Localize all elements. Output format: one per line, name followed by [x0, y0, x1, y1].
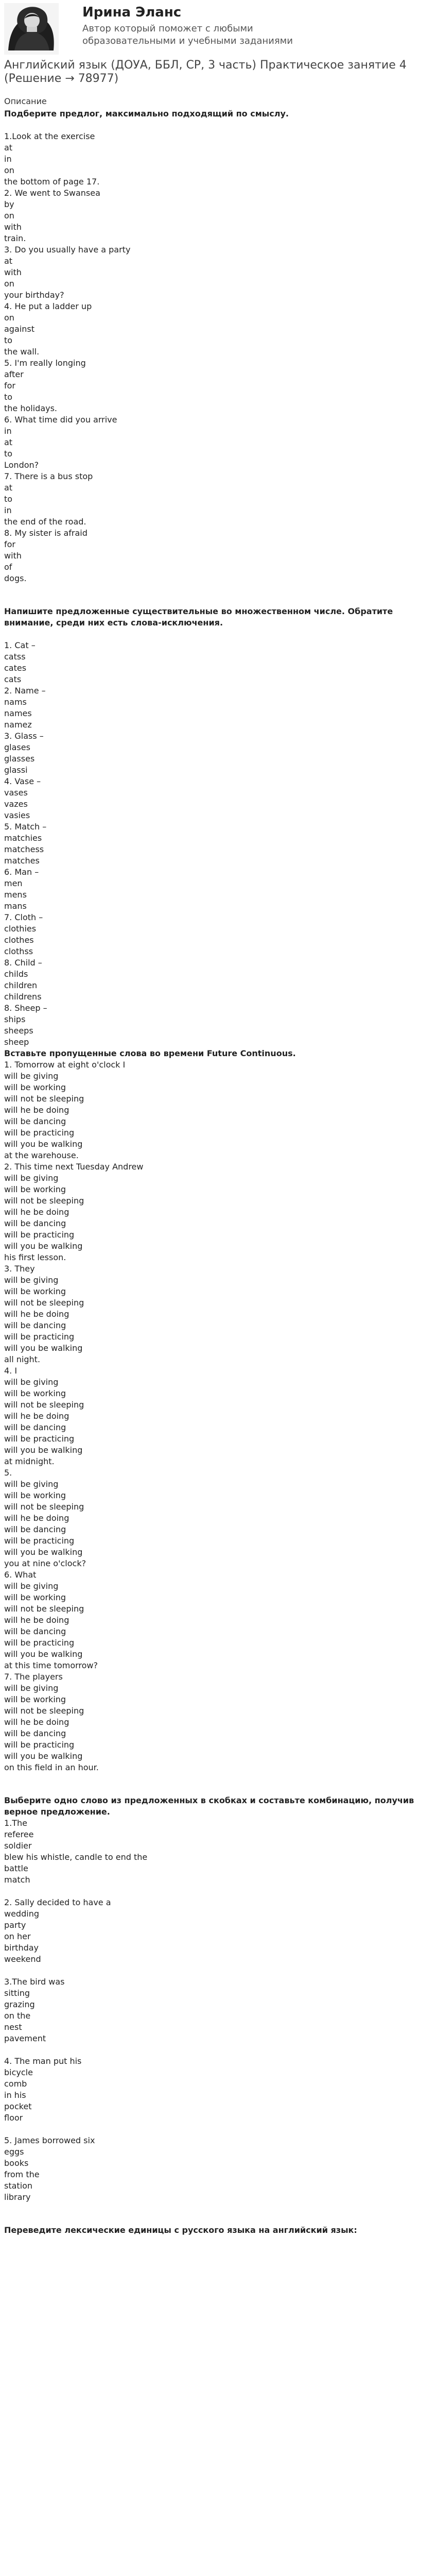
text-line: will he be doing [4, 1615, 69, 1625]
text-line: will be working [4, 1490, 66, 1500]
text-line: 2. Sally decided to have a [4, 1897, 111, 1907]
text-line: will you be walking [4, 1649, 83, 1659]
text-line: childs [4, 969, 28, 979]
text-line: will be giving [4, 1683, 59, 1693]
text-line: will be dancing [4, 1626, 66, 1636]
text-line: party [4, 1920, 26, 1930]
text-line: 1.The [4, 1818, 28, 1828]
spacer [4, 1886, 431, 1897]
text-line: at [4, 256, 13, 266]
text-line: will he be doing [4, 1207, 69, 1217]
text-line: grazing [4, 1999, 35, 2009]
text-line: at [4, 437, 13, 447]
spacer [4, 1773, 431, 1795]
text-line: to [4, 449, 13, 459]
text-line: from the [4, 2170, 40, 2179]
text-line: blew his whistle, candle to end the [4, 1852, 148, 1862]
text-line: to [4, 392, 13, 402]
text-line: in [4, 426, 12, 436]
text-line: 3.The bird was [4, 1977, 65, 1987]
text-line: will not be sleeping [4, 1094, 84, 1104]
text-line: train. [4, 233, 26, 243]
text-line: mans [4, 901, 27, 911]
document-title: Английский язык (ДОУА, ББЛ, СР, 3 часть) Практическое занятие 4 (Решение → 78977) [4, 59, 407, 85]
text-line: ships [4, 1014, 26, 1024]
text-line: catss [4, 652, 26, 662]
text-line: 5. Match – [4, 822, 47, 832]
text-line: will he be doing [4, 1717, 69, 1727]
text-line: by [4, 199, 14, 209]
text-line: clothes [4, 935, 34, 945]
spacer [4, 2044, 431, 2056]
text-line: pocket [4, 2102, 32, 2111]
text-line: will not be sleeping [4, 1298, 84, 1308]
text-line: with [4, 551, 22, 561]
text-line: will he be doing [4, 1411, 69, 1421]
text-line: glases [4, 742, 30, 752]
text-line: 7. Cloth – [4, 912, 43, 922]
text-line: you at nine o'clock? [4, 1558, 86, 1568]
text-line: at [4, 483, 13, 493]
text-line: eggs [4, 2147, 24, 2157]
text-line: birthday [4, 1943, 39, 1953]
text-line: London? [4, 460, 39, 470]
text-line: 2. Name – [4, 686, 46, 696]
text-line: in [4, 154, 12, 164]
text-line: of [4, 562, 12, 572]
text-line: will be practicing [4, 1332, 75, 1342]
task-heading: Переведите лексические единицы с русского языка на английский язык: [4, 2225, 357, 2235]
text-line: 1. Tomorrow at eight o'clock I [4, 1060, 126, 1070]
text-line: will you be walking [4, 1241, 83, 1251]
text-line: vazes [4, 799, 28, 809]
text-line: men [4, 878, 23, 888]
spacer [4, 1965, 431, 1976]
text-line: will be practicing [4, 1638, 75, 1648]
text-line: will he be doing [4, 1513, 69, 1523]
text-line: children [4, 980, 38, 990]
text-line: will he be doing [4, 1309, 69, 1319]
text-line: for [4, 381, 15, 391]
text-line: namez [4, 720, 32, 730]
text-line: battle [4, 1863, 28, 1873]
text-line: against [4, 324, 34, 334]
text-line: will be working [4, 1694, 66, 1704]
text-line: will be working [4, 1592, 66, 1602]
text-line: nest [4, 2022, 22, 2032]
text-line: 5. I'm really longing [4, 358, 86, 368]
text-line: 8. Sheep – [4, 1003, 47, 1013]
text-line: will be practicing [4, 1740, 75, 1750]
text-line: will be giving [4, 1275, 59, 1285]
text-line: mens [4, 890, 27, 900]
text-line: at the warehouse. [4, 1150, 79, 1160]
text-line: your birthday? [4, 290, 64, 300]
spacer [4, 2203, 431, 2225]
description-content [4, 108, 431, 2236]
text-line: sheeps [4, 1026, 33, 1036]
text-line: 3. Do you usually have a party [4, 245, 131, 255]
text-line: will be dancing [4, 1728, 66, 1738]
text-line: to [4, 335, 13, 345]
author-avatar [4, 3, 59, 55]
text-line: on [4, 313, 14, 323]
text-line: will you be walking [4, 1547, 83, 1557]
text-line: will be dancing [4, 1218, 66, 1228]
text-line: will you be walking [4, 1139, 83, 1149]
text-line: will you be walking [4, 1445, 83, 1455]
text-line: will be practicing [4, 1434, 75, 1444]
text-line: will be working [4, 1082, 66, 1092]
text-line: with [4, 267, 22, 277]
text-line: at [4, 143, 13, 152]
text-line: will be giving [4, 1581, 59, 1591]
text-line: glasses [4, 754, 35, 764]
text-line: sitting [4, 1988, 30, 1998]
author-description: Автор который поможет с любыми образовательными и учебными заданиями [82, 23, 293, 46]
text-line: 6. What [4, 1570, 37, 1580]
task-heading: Подберите предлог, максимально подходящий по смыслу. [4, 109, 289, 118]
text-line: station [4, 2181, 33, 2191]
text-line: sheep [4, 1037, 29, 1047]
text-line: in [4, 505, 12, 515]
text-line: vasies [4, 810, 30, 820]
author-header [0, 0, 436, 57]
text-line: on her [4, 1931, 31, 1941]
text-line: clothies [4, 924, 37, 934]
text-line: 3. They [4, 1264, 35, 1274]
text-line: the holidays. [4, 403, 58, 413]
text-line: the wall. [4, 347, 40, 357]
text-line: pavement [4, 2033, 46, 2043]
text-line: his first lesson. [4, 1252, 66, 1262]
text-line: 8. My sister is afraid [4, 528, 88, 538]
text-line: will be practicing [4, 1536, 75, 1546]
text-line: library [4, 2192, 31, 2202]
text-line: match [4, 1875, 30, 1885]
text-line: will be giving [4, 1071, 59, 1081]
text-line: at midnight. [4, 1456, 55, 1466]
text-line: the bottom of page 17. [4, 177, 100, 187]
text-line: referee [4, 1829, 34, 1839]
text-line: 6. Man – [4, 867, 39, 877]
text-line: on [4, 279, 14, 289]
text-line: to [4, 494, 13, 504]
text-line: will you be walking [4, 1751, 83, 1761]
text-line: cats [4, 674, 22, 684]
text-line: cates [4, 663, 27, 673]
text-line: on [4, 165, 14, 175]
text-line: will he be doing [4, 1105, 69, 1115]
author-name[interactable]: Ирина Эланс [82, 5, 182, 20]
text-line: 5. [4, 1468, 12, 1478]
task-heading: Напишите предложенные существительные во множественном числе. Обратите внимание, среди них есть слова-исключения. [4, 606, 393, 628]
text-line: will be giving [4, 1173, 59, 1183]
text-line: the end of the road. [4, 517, 86, 527]
text-line: 1. Cat – [4, 640, 36, 650]
text-line: weekend [4, 1954, 41, 1964]
description-label: Описание [4, 96, 47, 106]
text-line: after [4, 369, 24, 379]
text-line: 2. We went to Swansea [4, 188, 100, 198]
text-line: will not be sleeping [4, 1196, 84, 1206]
text-line: will be practicing [4, 1230, 75, 1240]
text-line: matchies [4, 833, 42, 843]
text-line: glassi [4, 765, 28, 775]
text-line: soldier [4, 1841, 32, 1851]
text-line: 8. Child – [4, 958, 42, 968]
text-line: will be dancing [4, 1320, 66, 1330]
text-line: will be dancing [4, 1116, 66, 1126]
text-line: 4. Vase – [4, 776, 41, 786]
text-line: will be working [4, 1184, 66, 1194]
text-line: at this time tomorrow? [4, 1660, 98, 1670]
text-line: comb [4, 2079, 27, 2089]
spacer [4, 120, 431, 131]
text-line: will be working [4, 1388, 66, 1398]
text-line: will not be sleeping [4, 1502, 84, 1512]
text-line: will be practicing [4, 1128, 75, 1138]
text-line: on this field in an hour. [4, 1762, 99, 1772]
text-line: will be dancing [4, 1524, 66, 1534]
text-line: books [4, 2158, 29, 2168]
text-line: 7. There is a bus stop [4, 471, 93, 481]
text-line: will be dancing [4, 1422, 66, 1432]
text-line: names [4, 708, 32, 718]
text-line: dogs. [4, 573, 27, 583]
text-line: will be working [4, 1286, 66, 1296]
text-line: will not be sleeping [4, 1604, 84, 1614]
text-line: vases [4, 788, 28, 798]
text-line: on the [4, 2011, 31, 2021]
spacer [4, 2124, 431, 2135]
task-heading: Выберите одно слово из предложенных в скобках и составьте комбинацию, получив верное предложение. [4, 1795, 414, 1817]
text-line: 4. I [4, 1366, 18, 1376]
text-line: matches [4, 856, 40, 866]
text-line: 3. Glass – [4, 731, 44, 741]
text-line: 6. What time did you arrive [4, 415, 117, 425]
text-line: bicycle [4, 2067, 33, 2077]
text-line: 2. This time next Tuesday Andrew [4, 1162, 144, 1172]
spacer [4, 584, 431, 606]
spacer [4, 629, 431, 640]
text-line: 4. The man put his [4, 2056, 82, 2066]
text-line: will be giving [4, 1479, 59, 1489]
text-line: for [4, 539, 15, 549]
text-line: will not be sleeping [4, 1400, 84, 1410]
text-line: on [4, 211, 14, 221]
text-line: 1.Look at the exercise [4, 131, 95, 141]
text-line: 5. James borrowed six [4, 2136, 95, 2145]
text-line: will be giving [4, 1377, 59, 1387]
task-heading: Вставьте пропущенные слова во времени Future Continuous. [4, 1048, 296, 1058]
text-line: 7. The players [4, 1672, 63, 1682]
text-line: 4. He put a ladder up [4, 301, 92, 311]
text-line: matchess [4, 844, 44, 854]
text-line: wedding [4, 1909, 39, 1919]
text-line: clothss [4, 946, 33, 956]
text-line: will you be walking [4, 1343, 83, 1353]
text-line: with [4, 222, 22, 232]
text-line: nams [4, 697, 27, 707]
text-line: floor [4, 2113, 23, 2123]
text-line: childrens [4, 992, 42, 1002]
text-line: in his [4, 2090, 26, 2100]
text-line: all night. [4, 1354, 41, 1364]
text-line: will not be sleeping [4, 1706, 84, 1716]
